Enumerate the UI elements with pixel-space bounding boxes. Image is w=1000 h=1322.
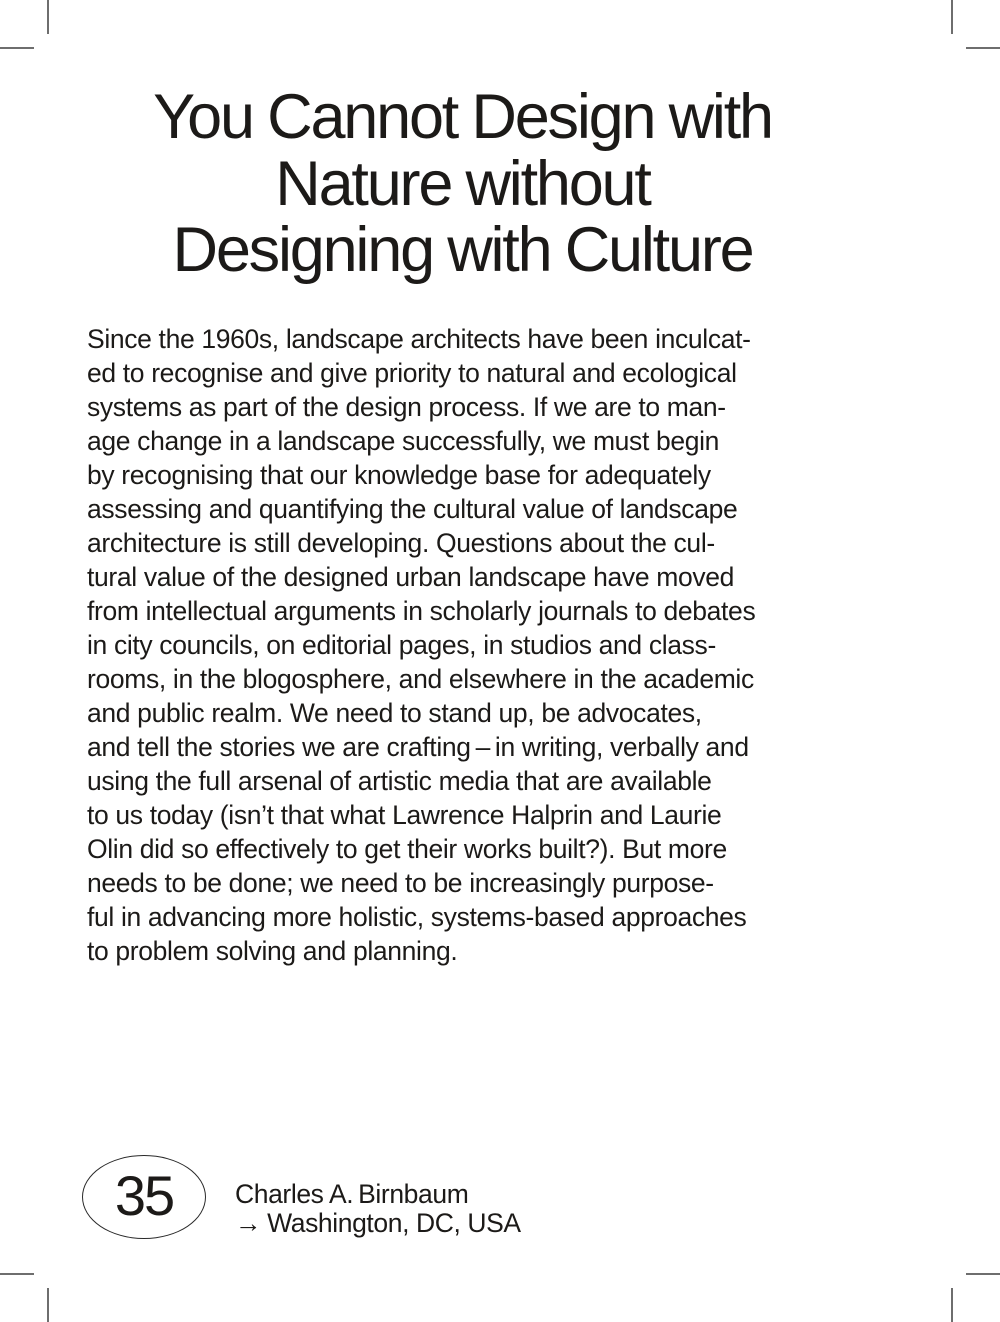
title-line: You Cannot Design with: [153, 82, 772, 152]
body-line: ed to recognise and give priority to natural and ecological: [87, 358, 737, 388]
body-line: tural value of the designed urban landscape have moved: [87, 562, 735, 592]
crop-mark-bottom-left-horizontal: [0, 1273, 34, 1275]
crop-mark-top-left-horizontal: [0, 47, 34, 49]
body-line: in city councils, on editorial pages, in studios and class-: [87, 630, 716, 660]
body-line: rooms, in the blogosphere, and elsewhere in the academic: [87, 664, 754, 694]
author-location: Washington, DC, USA: [267, 1208, 521, 1238]
crop-mark-bottom-right-horizontal: [966, 1273, 1000, 1275]
page-title: [60, 84, 865, 284]
body-line: assessing and quantifying the cultural value of landscape: [87, 494, 738, 524]
crop-mark-bottom-left-vertical: [47, 1288, 49, 1322]
body-line: ful in advancing more holistic, systems-based approaches: [87, 902, 747, 932]
body-line: Since the 1960s, landscape architects have been inculcat-: [87, 324, 751, 354]
body-line: age change in a landscape successfully, we must begin: [87, 426, 720, 456]
body-line: from intellectual arguments in scholarly journals to debates: [87, 596, 756, 626]
author-credit: [235, 1180, 521, 1238]
body-line: and tell the stories we are crafting – in writing, verbally and: [87, 732, 749, 762]
crop-mark-top-left-vertical: [47, 0, 49, 34]
body-line: needs to be done; we need to be increasingly purpose-: [87, 868, 714, 898]
page-number: 35: [114, 1164, 174, 1227]
title-line: Designing with Culture: [172, 215, 753, 285]
body-line: by recognising that our knowledge base for adequately: [87, 460, 711, 490]
crop-mark-top-right-vertical: [951, 0, 953, 34]
body-line: architecture is still developing. Questions about the cul-: [87, 528, 715, 558]
crop-mark-top-right-horizontal: [966, 47, 1000, 49]
author-location-line: [235, 1209, 521, 1238]
body-line: systems as part of the design process. If we are to man-: [87, 392, 726, 422]
body-line: and public realm. We need to stand up, be advocates,: [87, 698, 702, 728]
author-name: Charles A. Birnbaum: [235, 1179, 469, 1209]
arrow-right-icon: →: [235, 1208, 262, 1238]
body-paragraph: [87, 322, 887, 968]
page-number-badge: [82, 1155, 206, 1239]
crop-mark-bottom-right-vertical: [951, 1288, 953, 1322]
body-line: using the full arsenal of artistic media that are available: [87, 766, 712, 796]
body-line: to us today (isn’t that what Lawrence Halprin and Laurie: [87, 800, 722, 830]
body-line: to problem solving and planning.: [87, 936, 458, 966]
title-line: Nature without: [275, 148, 650, 219]
body-line: Olin did so effectively to get their works built?). But more: [87, 834, 727, 864]
